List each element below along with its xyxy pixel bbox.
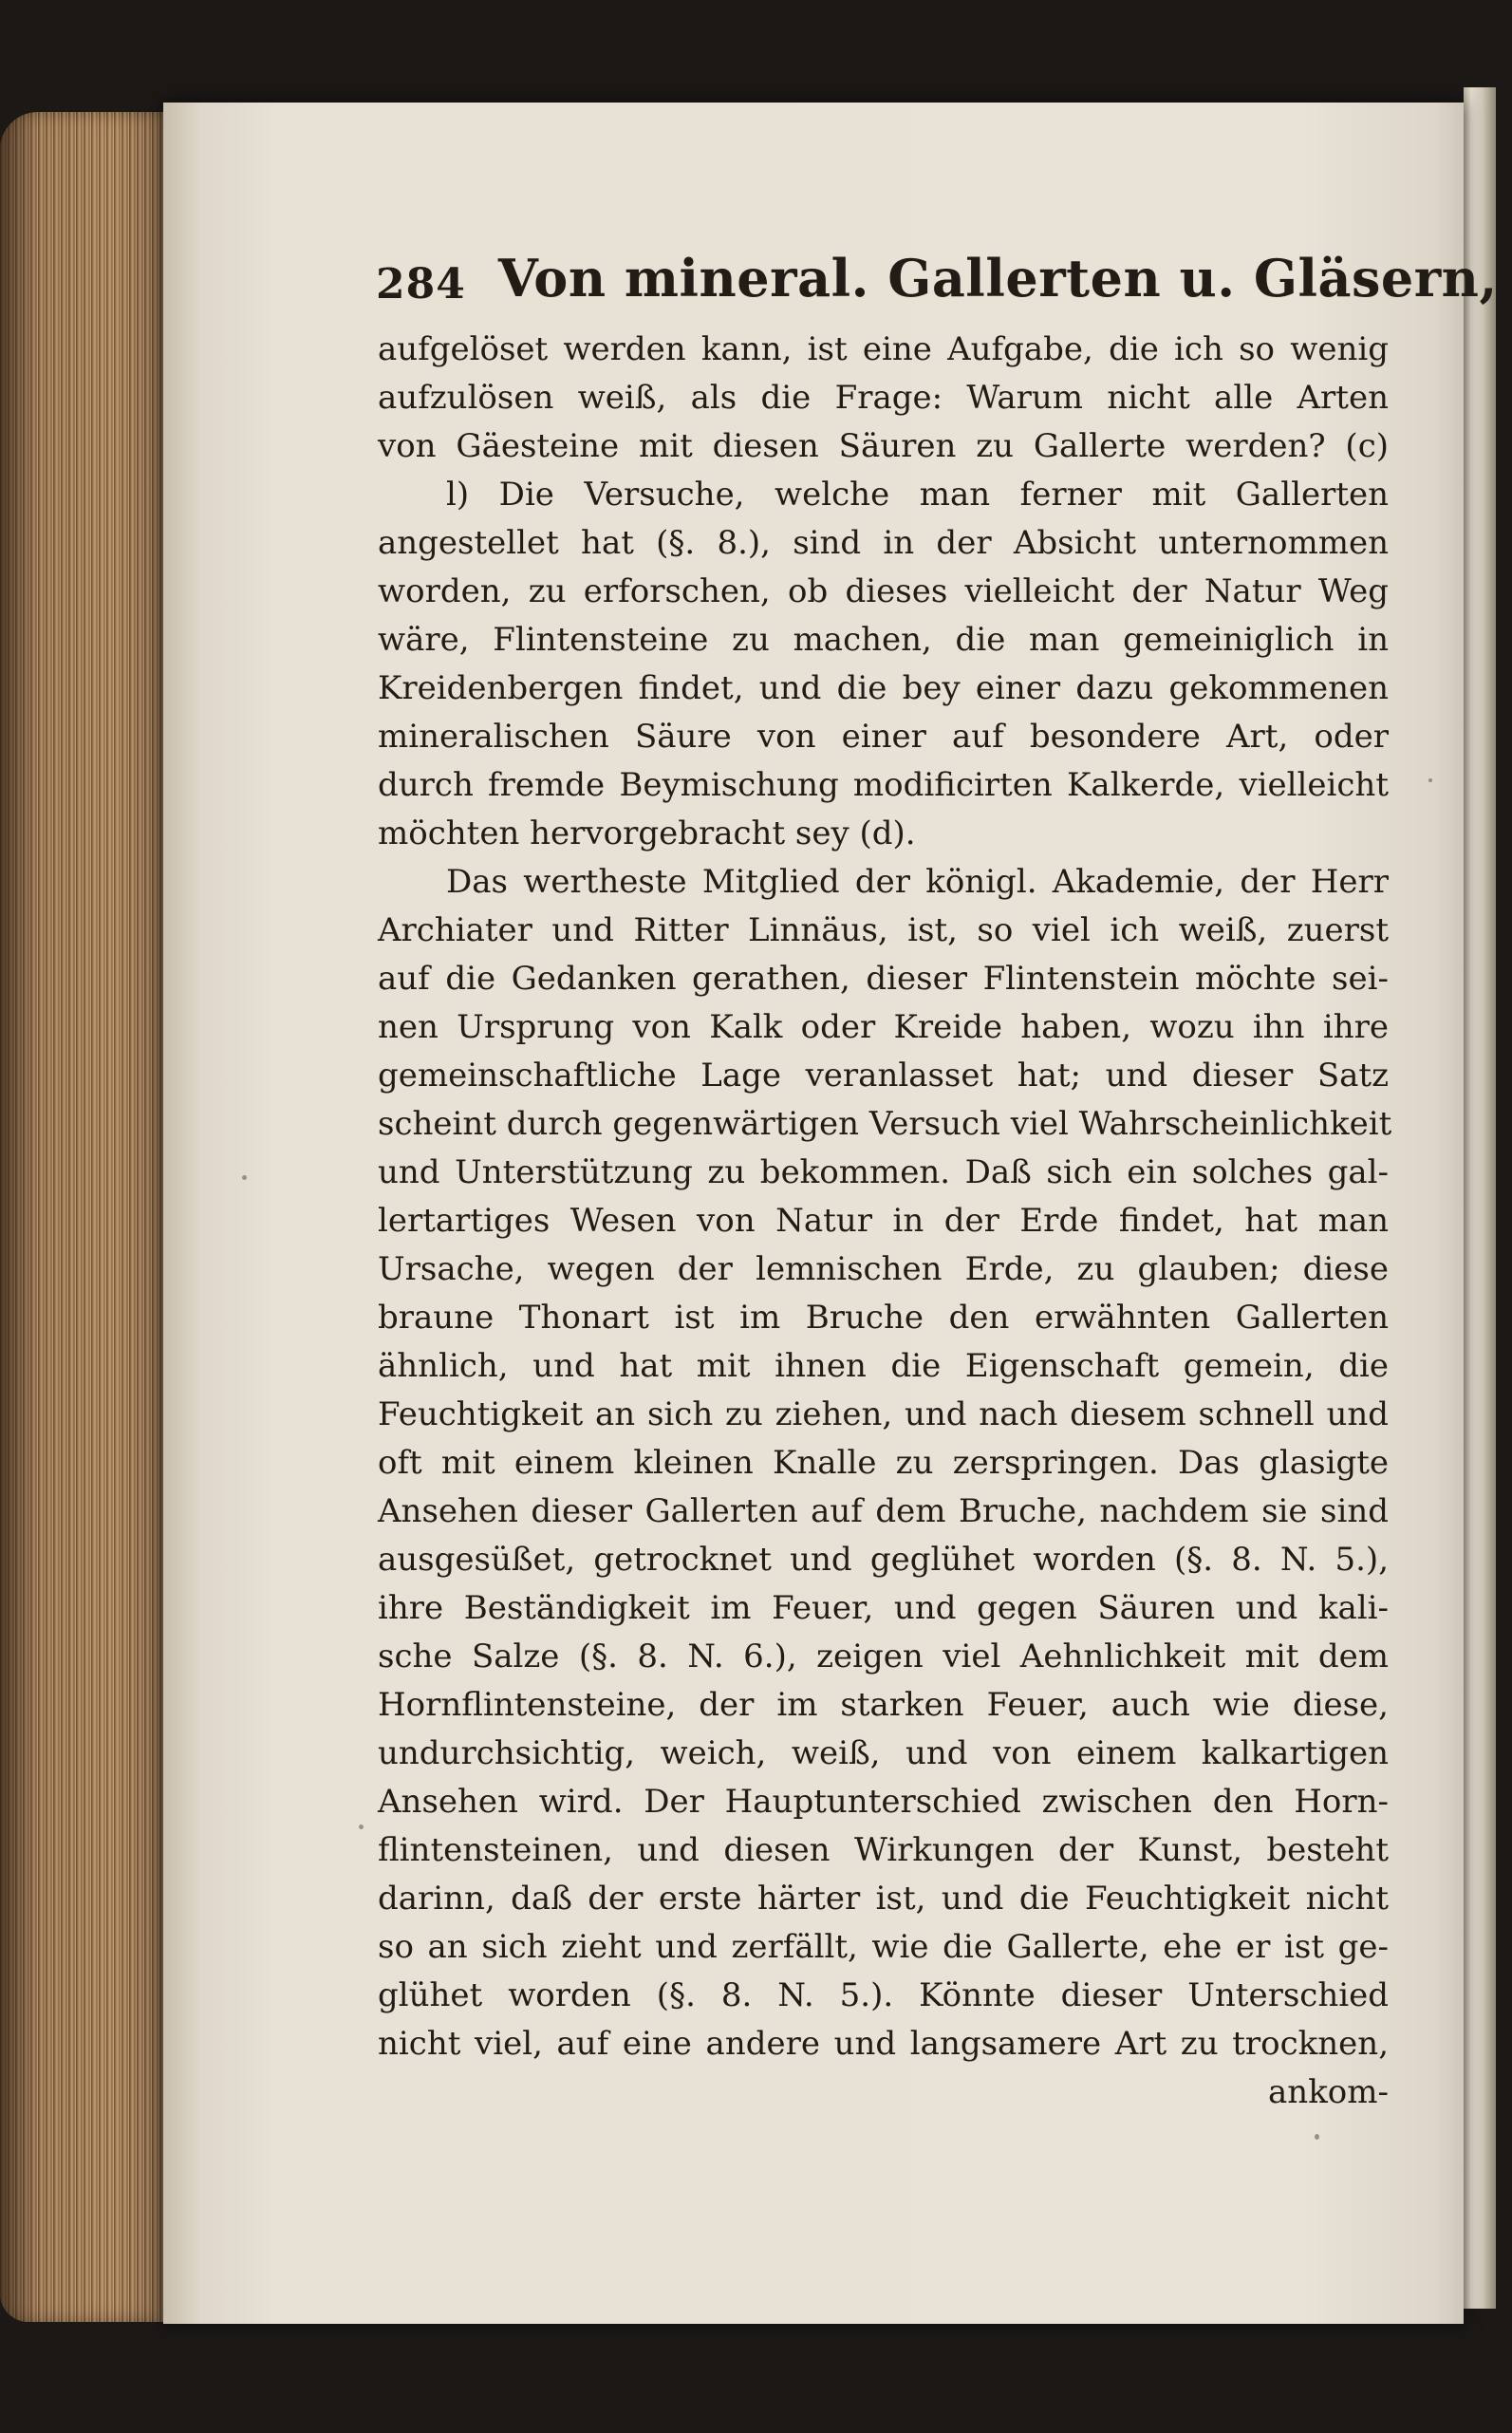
paper-speck bbox=[1428, 778, 1432, 782]
text-line: ähnlich, und hat mit ihnen die Eigenschaft gemein, die bbox=[378, 1347, 1389, 1385]
text-line: wäre, Flintensteine zu machen, die man gemeiniglich in bbox=[378, 621, 1389, 659]
text-line: mineralischen Säure von einer auf besondere Art, oder bbox=[378, 718, 1389, 756]
paragraph-start-line: l) Die Versuche, welche man ferner mit Gallerten bbox=[446, 476, 1389, 514]
page-edges bbox=[0, 112, 177, 2322]
text-line: oft mit einem kleinen Knalle zu zerspringen. Das glasigte bbox=[378, 1444, 1389, 1482]
text-line: lertartiges Wesen von Natur in der Erde findet, hat man bbox=[378, 1202, 1389, 1240]
text-line: darinn, daß der erste härter ist, und die Feuchtigkeit nicht bbox=[378, 1880, 1389, 1918]
text-line: sche Salze (§. 8. N. 6.), zeigen viel Aehnlichkeit mit dem bbox=[378, 1638, 1389, 1675]
text-line: Ursache, wegen der lemnischen Erde, zu glauben; diese bbox=[378, 1250, 1389, 1288]
paper-speck bbox=[359, 1825, 364, 1829]
running-head-title: Von mineral. Gallerten u. Gläsern, bbox=[497, 248, 1498, 309]
text-line: gemeinschaftliche Lage veranlasset hat; und dieser Satz bbox=[378, 1057, 1389, 1095]
text-line: scheint durch gegenwärtigen Versuch viel Wahrscheinlichkeit bbox=[378, 1105, 1392, 1143]
page-content bbox=[376, 218, 1498, 2136]
text-line: von Gäesteine mit diesen Säuren zu Gallerte werden? (c) bbox=[378, 427, 1389, 465]
paragraph-end-line: möchten hervorgebracht sey (d). bbox=[378, 814, 916, 852]
paper-speck bbox=[1315, 2134, 1319, 2140]
text-line: undurchsichtig, weich, weiß, und von einem kalkartigen bbox=[378, 1734, 1389, 1772]
text-line: nicht viel, auf eine andere und langsamere Art zu trocknen, bbox=[378, 2025, 1389, 2063]
text-line: Kreidenbergen findet, und die bey einer dazu gekommenen bbox=[378, 669, 1389, 707]
text-line: auf die Gedanken gerathen, dieser Flintenstein möchte sei- bbox=[378, 960, 1389, 998]
text-line: worden, zu erforschen, ob dieses vielleicht der Natur Weg bbox=[378, 572, 1389, 610]
running-head bbox=[376, 218, 1498, 309]
text-line: durch fremde Beymischung modificirten Kalkerde, vielleicht bbox=[378, 766, 1389, 804]
text-line: Feuchtigkeit an sich zu ziehen, und nach diesem schnell und bbox=[378, 1395, 1389, 1433]
text-line: Archiater und Ritter Linnäus, ist, so viel ich weiß, zuerst bbox=[378, 911, 1389, 949]
catchword: ankom- bbox=[1268, 2073, 1389, 2111]
text-line: so an sich zieht und zerfällt, wie die Gallerte, ehe er ist ge- bbox=[378, 1928, 1389, 1966]
text-line: ausgesüßet, getrocknet und geglühet worden (§. 8. N. 5.), bbox=[378, 1541, 1389, 1579]
text-line: flintensteinen, und diesen Wirkungen der Kunst, besteht bbox=[378, 1831, 1389, 1869]
next-page-edge bbox=[1464, 87, 1496, 2309]
page-number: 284 bbox=[376, 260, 466, 309]
text-line: Ansehen wird. Der Hauptunterschied zwischen den Horn- bbox=[378, 1783, 1389, 1821]
text-line: aufzulösen weiß, als die Frage: Warum nicht alle Arten bbox=[378, 379, 1389, 417]
paragraph-start-line: Das wertheste Mitglied der königl. Akademie, der Herr bbox=[446, 863, 1389, 901]
text-line: ihre Beständigkeit im Feuer, und gegen Säuren und kali- bbox=[378, 1589, 1389, 1627]
paper-speck bbox=[242, 1175, 247, 1180]
text-line: angestellet hat (§. 8.), sind in der Absicht unternommen bbox=[378, 524, 1389, 562]
text-line: nen Ursprung von Kalk oder Kreide haben, wozu ihn ihre bbox=[378, 1008, 1389, 1046]
text-line: aufgelöset werden kann, ist eine Aufgabe, die ich so wenig bbox=[378, 330, 1389, 368]
body-text bbox=[378, 326, 1392, 2117]
text-line: und Unterstützung zu bekommen. Daß sich ein solches gal- bbox=[378, 1153, 1389, 1191]
text-line: Hornflintensteine, der im starken Feuer, auch wie diese, bbox=[378, 1686, 1389, 1724]
text-line: Ansehen dieser Gallerten auf dem Bruche, nachdem sie sind bbox=[378, 1492, 1389, 1530]
text-line: braune Thonart ist im Bruche den erwähnten Gallerten bbox=[378, 1299, 1389, 1337]
text-line: glühet worden (§. 8. N. 5.). Könnte dieser Unterschied bbox=[378, 1976, 1389, 2014]
